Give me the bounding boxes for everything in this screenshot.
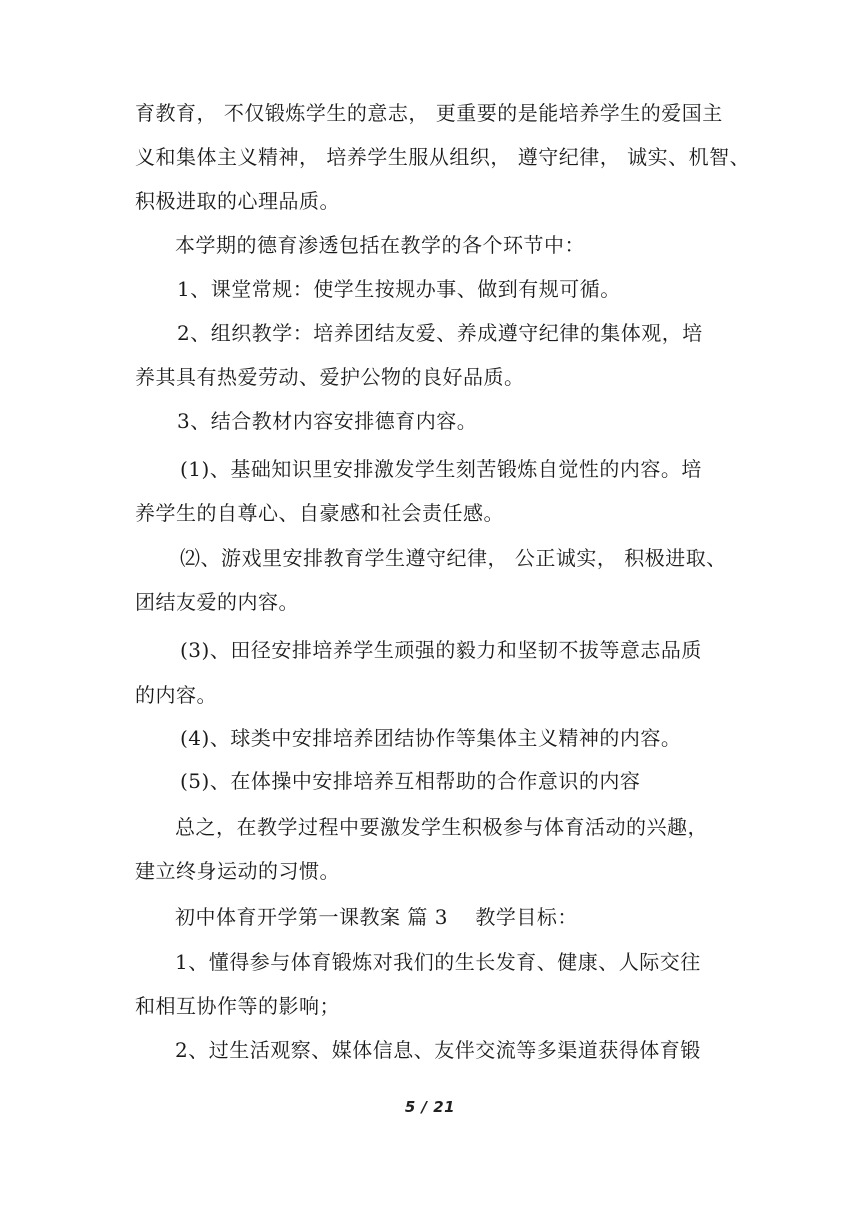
text-line: (4)、球类中安排培养团结协作等集体主义精神的内容。 [180, 726, 682, 750]
text-line: 积极进取的心理品质。 [135, 189, 340, 213]
text-line: ⑵、游戏里安排教育学生遵守纪律， 公正诚实， 积极进取、 [180, 546, 727, 570]
text-line: (5)、在体操中安排培养互相帮助的合作意识的内容 [180, 769, 641, 793]
text-line: 团结友爱的内容。 [135, 590, 299, 614]
text-line: 义和集体主义精神， 培养学生服从组织， 遵守纪律， 诚实、机智、 [135, 145, 751, 169]
page-number: 5 / 21 [404, 1098, 456, 1116]
text-line: (1)、基础知识里安排激发学生刻苦锻炼自觉性的内容。培 [180, 457, 702, 481]
text-line: 3、结合教材内容安排德育内容。 [177, 409, 478, 433]
text-line: 建立终身运动的习惯。 [135, 859, 340, 883]
text-line: (3)、田径安排培养学生顽强的毅力和坚韧不拔等意志品质 [180, 638, 702, 662]
text-line: 养其具有热爱劳动、爱护公物的良好品质。 [135, 365, 525, 389]
text-line: 总之，在教学过程中要激发学生积极参与体育活动的兴趣， [175, 815, 708, 839]
text-line: 和相互协作等的影响； [135, 994, 340, 1018]
text-line: 初中体育开学第一课教案 篇 3 教学目标： [175, 905, 578, 929]
text-line: 养学生的自尊心、自豪感和社会责任感。 [135, 501, 504, 525]
text-line: 1、课堂常规：使学生按规办事、做到有规可循。 [177, 277, 621, 301]
text-line: 2、过生活观察、媒体信息、友伴交流等多渠道获得体育锻 [175, 1038, 701, 1062]
text-line: 本学期的德育渗透包括在教学的各个环节中： [175, 233, 585, 257]
text-line: 育教育， 不仅锻炼学生的意志， 更重要的是能培养学生的爱国主 [135, 101, 723, 125]
text-line: 的内容。 [135, 683, 217, 707]
text-line: 1、懂得参与体育锻炼对我们的生长发育、健康、人际交往 [175, 950, 701, 974]
text-line: 2、组织教学：培养团结友爱、养成遵守纪律的集体观，培 [177, 321, 703, 345]
